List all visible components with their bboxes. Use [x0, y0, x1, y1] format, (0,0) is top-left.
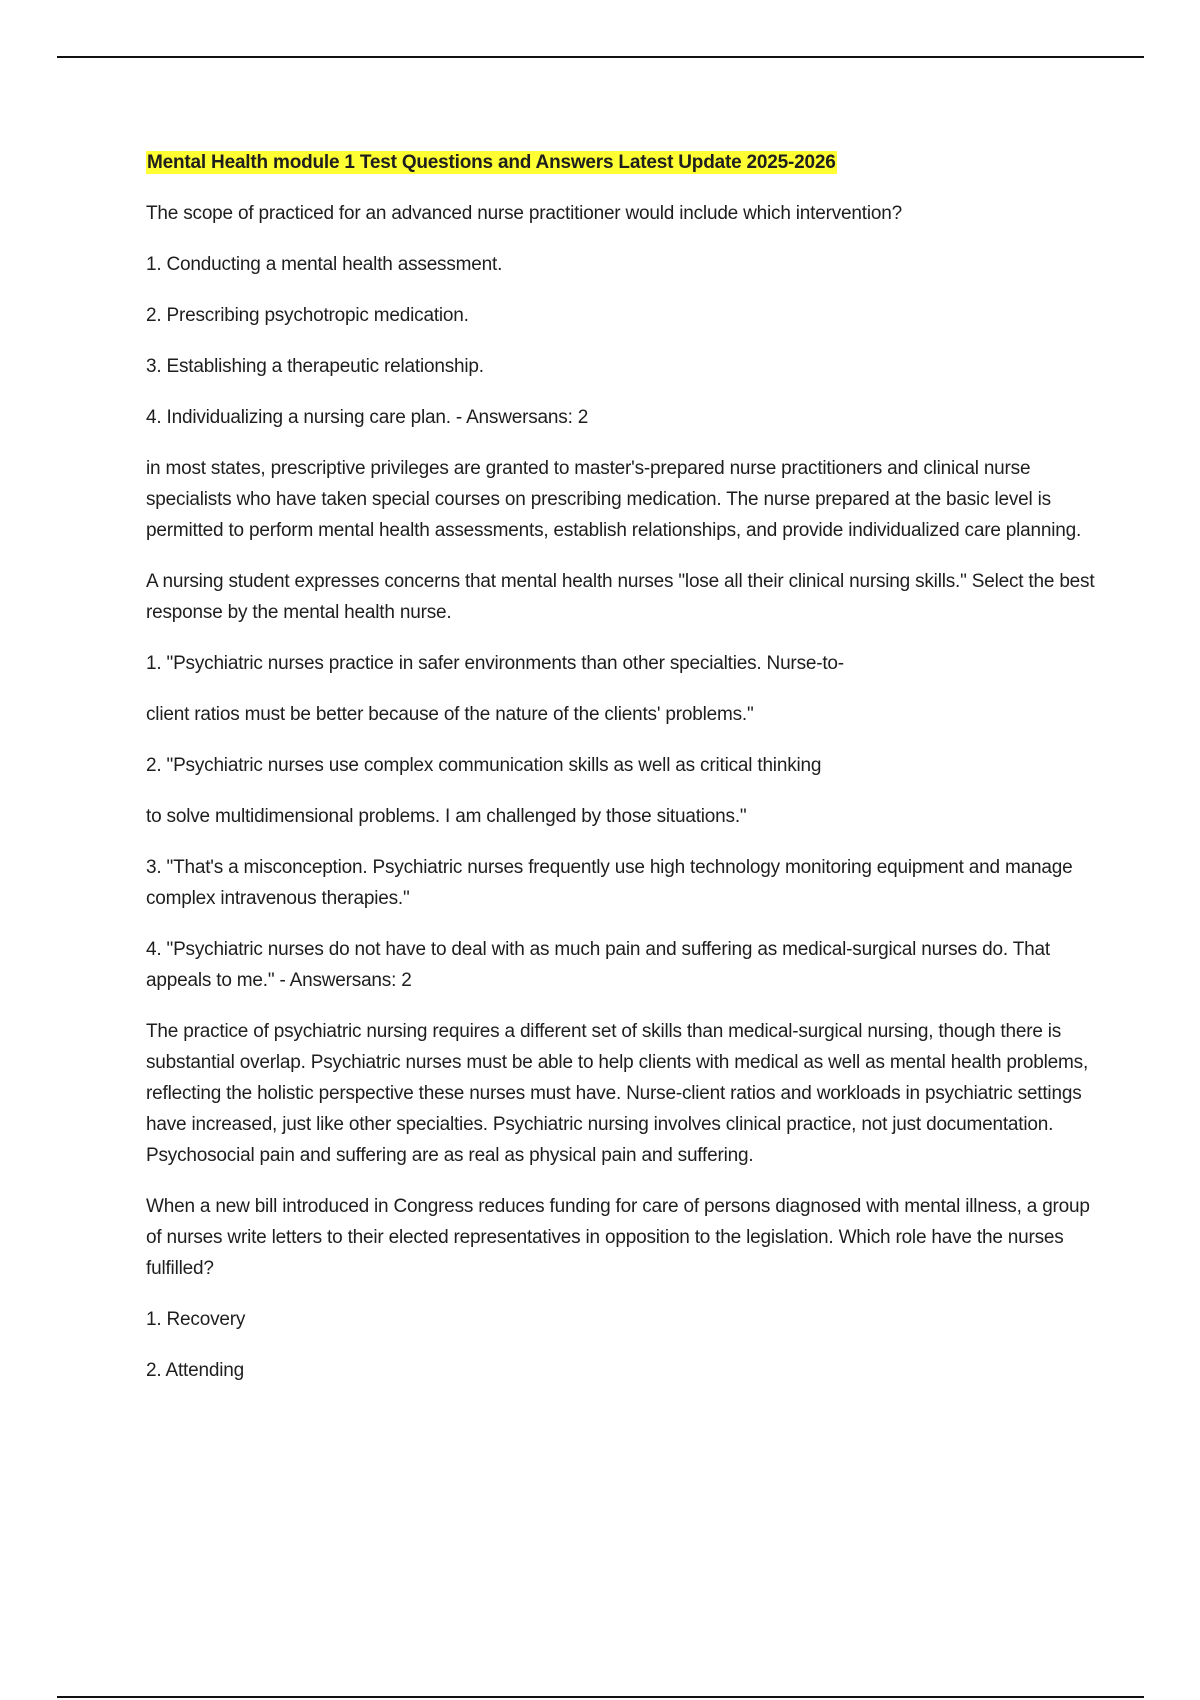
question-3-option-2: 2. Attending: [146, 1360, 244, 1381]
footer-rule: [57, 1696, 1144, 1698]
question-1-option-1: 1. Conducting a mental health assessment.: [146, 254, 503, 275]
question-1-option-3: 3. Establishing a therapeutic relationship.: [146, 356, 484, 377]
question-2-option-3: 3. "That's a misconception. Psychiatric nurses frequently use high technology monitoring equipment and manage complex intravenous therapies.": [146, 857, 1073, 909]
question-2-option-1: 1. "Psychiatric nurses practice in safer environments than other specialties. Nurse-to-: [146, 653, 844, 674]
document-title: Mental Health module 1 Test Questions and Answers Latest Update 2025-2026: [147, 152, 836, 173]
header-rule: [57, 56, 1144, 58]
title-line: [146, 147, 1096, 178]
question-1-rationale: in most states, prescriptive privileges are granted to master's-prepared nurse practitioners and clinical nurse specialists who have taken special courses on prescribing medication. The nurse prepared at the basic level is permitted to perform mental health assessments, establish relationships, and provide individualized care planning.: [146, 458, 1082, 541]
question-2-option-2: 2. "Psychiatric nurses use complex communication skills as well as critical thinking: [146, 755, 822, 776]
question-2-stem: A nursing student expresses concerns that mental health nurses "lose all their clinical nursing skills." Select the best response by the mental health nurse.: [146, 571, 1095, 623]
question-3-option-1: 1. Recovery: [146, 1309, 246, 1330]
question-1-stem: The scope of practiced for an advanced nurse practitioner would include which intervention?: [146, 203, 902, 224]
question-2-option-4-answer: 4. "Psychiatric nurses do not have to deal with as much pain and suffering as medical-surgical nurses do. That appeals to me." - Answersans: 2: [146, 939, 1050, 991]
document-body: [146, 147, 1096, 1406]
question-1-option-4-answer: 4. Individualizing a nursing care plan. - Answersans: 2: [146, 407, 589, 428]
question-2-option-2-cont: to solve multidimensional problems. I am challenged by those situations.": [146, 806, 747, 827]
question-3-stem: When a new bill introduced in Congress reduces funding for care of persons diagnosed with mental illness, a group of nurses write letters to their elected representatives in opposition to the legislation. Which role have the nurses fulfilled?: [146, 1196, 1090, 1279]
question-2-option-1-cont: client ratios must be better because of the nature of the clients' problems.": [146, 704, 754, 725]
question-1-option-2: 2. Prescribing psychotropic medication.: [146, 305, 469, 326]
question-2-rationale: The practice of psychiatric nursing requires a different set of skills than medical-surgical nursing, though there is substantial overlap. Psychiatric nurses must be able to help clients with medical as well as mental health problems, reflecting the holistic perspective these nurses must have. Nurse-client ratios and workloads in psychiatric settings have increased, just like other specialties. Psychiatric nursing involves clinical practice, not just documentation. Psychosocial pain and suffering are as real as physical pain and suffering.: [146, 1021, 1089, 1166]
